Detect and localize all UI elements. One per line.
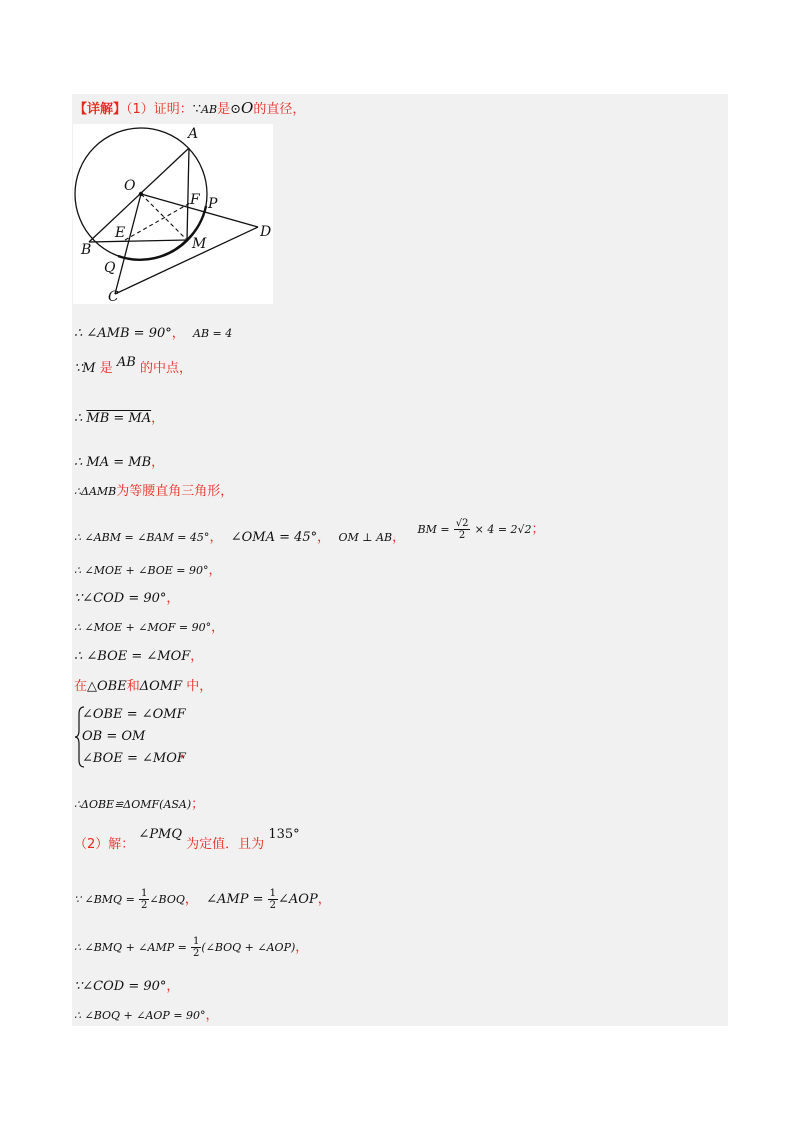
comma: ， <box>209 530 223 545</box>
line-am <box>187 148 189 240</box>
detail-header <box>74 99 305 119</box>
frac-den: 2 <box>269 900 277 911</box>
circle-diagram <box>73 124 273 304</box>
comma: ， <box>295 940 309 955</box>
step-cod-90 <box>74 590 179 608</box>
is-label: 是 <box>99 361 113 376</box>
is-label: 是 <box>217 102 231 117</box>
label-q: Q <box>104 260 116 276</box>
step-boq-aop-90 <box>74 1007 219 1025</box>
label-p: P <box>208 196 218 212</box>
line-ab <box>89 148 189 242</box>
step-moe-boe <box>74 562 222 580</box>
part2-label: （2）解： <box>74 837 135 852</box>
o-label: O <box>241 99 254 117</box>
eq-om-perp-ab: OM ⊥ AB <box>338 531 393 544</box>
frac-den: 2 <box>192 948 200 959</box>
comma: ， <box>190 649 204 664</box>
eq-cod: ∵∠COD = 90° <box>74 591 167 606</box>
step-amb-90 <box>74 325 232 343</box>
label-m: M <box>192 236 207 252</box>
comma: ， <box>208 563 222 578</box>
bm-label: BM = <box>417 523 450 536</box>
comma: ， <box>151 411 165 426</box>
comma: ， <box>317 892 331 907</box>
step-inscribed-angles <box>74 888 331 911</box>
label-d: D <box>260 224 272 240</box>
label-f: F <box>190 192 200 208</box>
semicolon: ； <box>191 797 205 812</box>
label-b: B <box>81 242 92 258</box>
constant-text: 为定值．且为 <box>186 837 265 852</box>
sum-boq-aop: (∠BOQ + ∠AOP) <box>201 941 296 954</box>
eq-moe-mof: ∴ ∠MOE + ∠MOF = 90° <box>74 621 212 634</box>
arc-ab-label: AB <box>116 355 136 370</box>
value-135: 135° <box>268 827 300 842</box>
eq-oma: ∠OMA = 45° <box>230 530 318 545</box>
eq-boq-aop: ∴ ∠BOQ + ∠AOP = 90° <box>74 1009 206 1022</box>
sys-eq-3: ∠BOE = ∠MOF <box>82 751 186 766</box>
comma: ， <box>205 1008 219 1023</box>
triangle-obe: △OBE <box>87 679 127 694</box>
geometry-figure <box>73 124 273 304</box>
frac-den: 2 <box>140 900 148 911</box>
step-boe-mof <box>74 648 203 666</box>
comma: ， <box>166 591 180 606</box>
detail-title: 【详解】 <box>74 102 127 117</box>
step-ma-mb <box>74 454 164 472</box>
sys-eq-1: ∠OBE = ∠OMF <box>82 707 186 722</box>
triangle-amb: ∴ΔAMB <box>74 485 117 498</box>
congruent-asa: ∴ΔOBE≌ΔOMF(ASA) <box>74 798 192 811</box>
comma: ， <box>317 530 331 545</box>
point-o <box>139 192 143 196</box>
line-oc <box>115 194 141 294</box>
comma: ， <box>166 979 180 994</box>
frac-num: 1 <box>140 888 148 899</box>
eq-bmq: ∵ ∠BMQ = <box>74 893 135 906</box>
semicolon: ； <box>531 522 545 537</box>
circle-symbol: ⊙ <box>230 102 242 117</box>
part1-label: （1）证明： <box>126 102 193 117</box>
angle-aop: ∠AOP <box>278 892 318 907</box>
frac-den: 2 <box>458 530 466 541</box>
label-e: E <box>115 225 126 241</box>
because-symbol: ∵ <box>192 102 202 117</box>
isosceles-text: 为等腰直角三角形， <box>116 484 234 499</box>
diameter-label: 的直径， <box>253 102 306 117</box>
comma: ， <box>171 326 185 341</box>
step-in-triangles <box>74 678 212 696</box>
step-isosceles-right <box>74 483 233 501</box>
frac-num: 1 <box>192 936 200 947</box>
eq-moe-boe: ∴ ∠MOE + ∠BOE = 90° <box>74 564 209 577</box>
step-moe-mof <box>74 619 224 637</box>
eq-amb: ∴ ∠AMB = 90° <box>74 326 172 341</box>
comma: ， <box>392 530 406 545</box>
frac-num: √2 <box>455 518 469 529</box>
eq-arc-mb-ma: MB = MA <box>86 411 152 426</box>
step-cod-90-again <box>74 978 179 996</box>
frac-half-1 <box>139 888 149 911</box>
triangle-omf: ΔOMF <box>139 679 183 694</box>
frac-half-2 <box>268 888 278 911</box>
comma: ， <box>184 892 198 907</box>
eq-cod: ∵∠COD = 90° <box>74 979 167 994</box>
therefore: ∴ <box>74 411 87 426</box>
angle-boq: ∠BOQ <box>149 893 185 906</box>
and-label: 和 <box>126 679 140 694</box>
eq-amp: ∠AMP = <box>206 892 264 907</box>
label-o: O <box>124 178 136 194</box>
midpoint-label: 的中点， <box>139 361 192 376</box>
eq-boe-mof: ∴ ∠BOE = ∠MOF <box>74 649 191 664</box>
sys-eq-2: OB = OM <box>82 729 146 744</box>
middle-label: 中， <box>186 679 213 694</box>
step-congruent <box>74 796 204 814</box>
label-c: C <box>108 289 119 304</box>
m-label: ∵M <box>74 361 96 376</box>
ab-label: AB <box>201 103 218 116</box>
line-ef-dashed <box>125 203 190 240</box>
line-bm <box>89 240 187 242</box>
label-a: A <box>188 126 199 142</box>
frac-num: 1 <box>269 888 277 899</box>
eq-times-4: × 4 = 2√2 <box>474 523 532 536</box>
frac-sqrt2-over-2 <box>454 518 471 541</box>
sys-comma: ， <box>180 745 194 760</box>
eq-bmq-amp: ∴ ∠BMQ + ∠AMP = <box>74 941 187 954</box>
step-angles-45 <box>74 518 545 549</box>
comma: ， <box>211 620 225 635</box>
comma: ， <box>151 455 165 470</box>
eq-ab-4: AB = 4 <box>193 327 233 340</box>
step-m-midpoint <box>74 355 192 378</box>
step-arc-equal <box>74 410 164 428</box>
angle-pmq: ∠PMQ <box>138 827 183 842</box>
part2-header <box>74 827 300 854</box>
eq-ma-mb: ∴ MA = MB <box>74 455 152 470</box>
frac-half-3 <box>191 936 201 959</box>
eq-abm-bam: ∴ ∠ABM = ∠BAM = 45° <box>74 531 210 544</box>
in-label: 在 <box>74 679 88 694</box>
step-sum-half <box>74 936 308 959</box>
